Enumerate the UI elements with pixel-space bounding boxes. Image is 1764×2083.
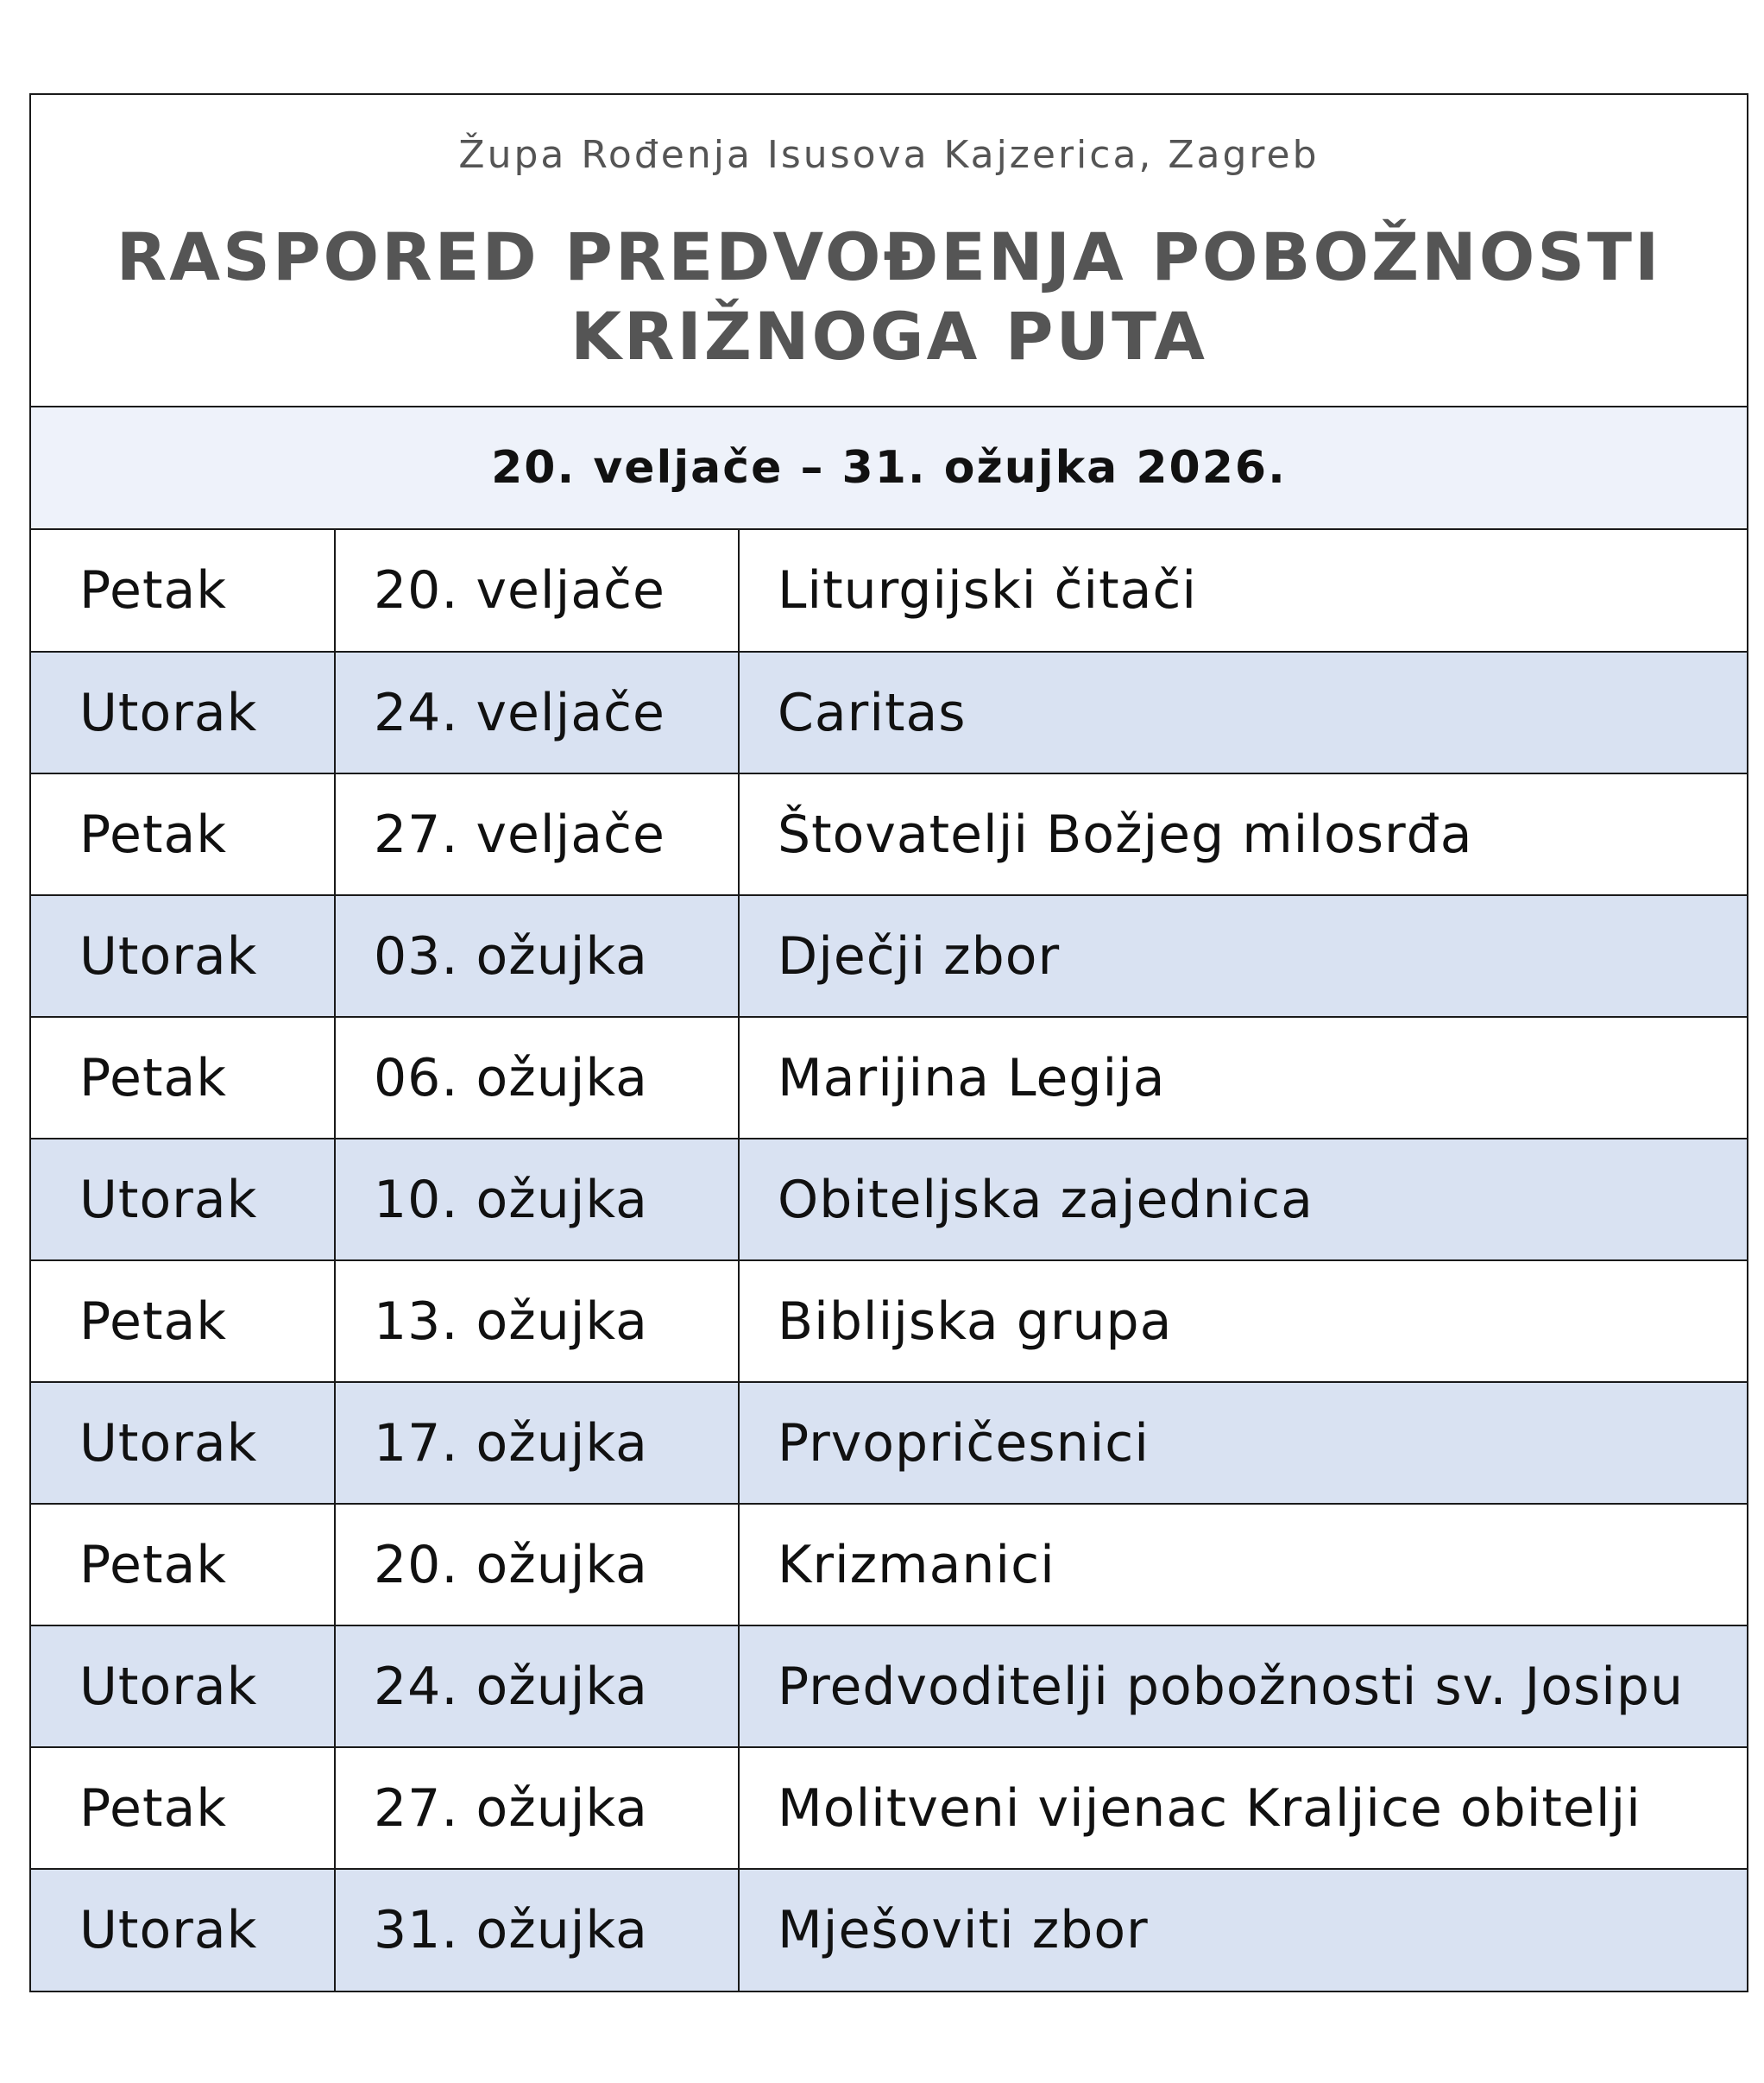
parish-name: Župa Rođenja Isusova Kajzerica, Zagreb [458,133,1320,177]
day-cell: Petak [31,1017,335,1139]
title-line-1: RASPORED PREDVOĐENJA POBOŽNOSTI [116,218,1662,295]
table-row [31,652,1747,773]
group-cell: Liturgijski čitači [739,530,1747,652]
date-cell: 20. ožujka [335,1504,739,1625]
date-cell: 03. ožujka [335,895,739,1017]
day-cell: Petak [31,1260,335,1382]
schedule-table [31,530,1747,1991]
table-row [31,530,1747,652]
day-cell: Petak [31,1747,335,1869]
group-cell: Predvoditelji pobožnosti sv. Josipu [739,1625,1747,1747]
table-row [31,1139,1747,1260]
group-cell: Biblijska grupa [739,1260,1747,1382]
group-cell: Štovatelji Božjeg milosrđa [739,773,1747,895]
date-cell: 27. veljače [335,773,739,895]
date-range-band: 20. veljače – 31. ožujka 2026. [31,407,1747,530]
date-cell: 13. ožujka [335,1260,739,1382]
date-cell: 24. ožujka [335,1625,739,1747]
table-row [31,1017,1747,1139]
table-row [31,773,1747,895]
day-cell: Utorak [31,1139,335,1260]
group-cell: Marijina Legija [739,1017,1747,1139]
group-cell: Prvopričesnici [739,1382,1747,1504]
date-cell: 24. veljače [335,652,739,773]
date-cell: 31. ožujka [335,1869,739,1991]
group-cell: Molitveni vijenac Kraljice obitelji [739,1747,1747,1869]
date-cell: 27. ožujka [335,1747,739,1869]
table-row [31,1869,1747,1991]
group-cell: Mješoviti zbor [739,1869,1747,1991]
group-cell: Dječji zbor [739,895,1747,1017]
group-cell: Caritas [739,652,1747,773]
document-title [31,218,1747,376]
schedule-document [29,93,1748,1992]
table-row [31,1625,1747,1747]
group-cell: Krizmanici [739,1504,1747,1625]
table-row [31,1747,1747,1869]
day-cell: Petak [31,1504,335,1625]
title-line-2: KRIŽNOGA PUTA [570,298,1207,375]
date-cell: 20. veljače [335,530,739,652]
day-cell: Utorak [31,652,335,773]
day-cell: Petak [31,530,335,652]
day-cell: Utorak [31,895,335,1017]
table-row [31,1260,1747,1382]
date-cell: 10. ožujka [335,1139,739,1260]
day-cell: Utorak [31,1625,335,1747]
date-cell: 06. ožujka [335,1017,739,1139]
table-row [31,895,1747,1017]
day-cell: Utorak [31,1382,335,1504]
table-row [31,1504,1747,1625]
day-cell: Utorak [31,1869,335,1991]
date-cell: 17. ožujka [335,1382,739,1504]
day-cell: Petak [31,773,335,895]
document-header [31,95,1747,407]
group-cell: Obiteljska zajednica [739,1139,1747,1260]
table-row [31,1382,1747,1504]
